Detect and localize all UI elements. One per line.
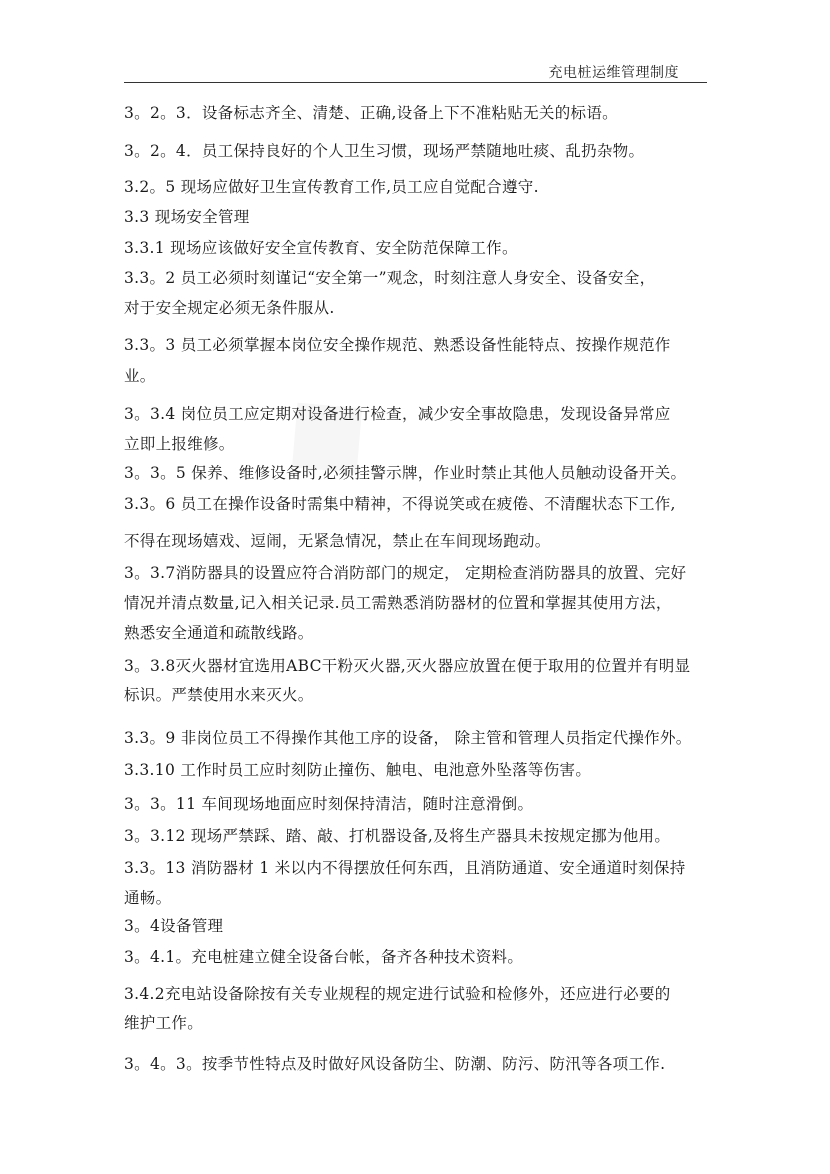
paragraph-line: 3。2。4．员工保持良好的个人卫生习惯，现场严禁随地吐痰、乱扔杂物。	[124, 142, 645, 160]
paragraph-line: 3。4。3。按季节性特点及时做好风设备防尘、防潮、防污、防汛等各项工作.	[124, 1055, 666, 1073]
paragraph-line: 对于安全规定必须无条件服从.	[124, 299, 335, 317]
paragraph-line: 熟悉安全通道和疏散线路。	[124, 624, 314, 642]
paragraph-line: 3。3.12 现场严禁踩、踏、敲、打机器设备,及将生产器具未按规定挪为他用。	[124, 827, 671, 845]
paragraph-line: 3。3.7消防器具的设置应符合消防部门的规定， 定期检查消防器具的放置、完好	[124, 564, 687, 582]
paragraph-line: 3.2。5 现场应做好卫生宣传教育工作,员工应自觉配合遵守.	[124, 178, 539, 196]
paragraph-line: 3.4.2充电站设备除按有关专业规程的规定进行试验和检修外，还应进行必要的	[124, 985, 671, 1003]
paragraph-line: 立即上报维修。	[124, 435, 235, 453]
section-heading: 3。4设备管理	[124, 917, 224, 935]
page-header	[124, 56, 707, 83]
paragraph-line: 维护工作。	[124, 1014, 204, 1032]
paragraph-line: 情况并清点数量,记入相关记录.员工需熟悉消防器材的位置和掌握其使用方法，	[124, 594, 672, 612]
paragraph-line: 3.3。13 消防器材 1 米以内不得摆放任何东西，且消防通道、安全通道时刻保持	[124, 859, 686, 877]
paragraph-line: 3。4.1。充电桩建立健全设备台帐，备齐各种技术资料。	[124, 948, 524, 966]
header-title: 充电桩运维管理制度	[548, 65, 679, 81]
paragraph-line: 3.3。9 非岗位员工不得操作其他工序的设备， 除主管和管理人员指定代操作外。	[124, 729, 692, 747]
paragraph-line: 3.3.1 现场应该做好安全宣传教育、安全防范保障工作。	[124, 239, 518, 257]
paragraph-line: 3.3。3 员工必须掌握本岗位安全操作规范、熟悉设备性能特点、按操作规范作	[124, 336, 671, 354]
paragraph-line: 3。3.4 岗位员工应定期对设备进行检查，减少安全事故隐患，发现设备异常应	[124, 405, 671, 423]
paragraph-line: 3.3。2 员工必须时刻谨记“安全第一”观念，时刻注意人身安全、设备安全，	[124, 269, 656, 287]
paragraph-line: 业。	[124, 367, 156, 385]
paragraph-line: 3。3.8灭火器材宜选用ABC干粉灭火器,灭火器应放置在便于取用的位置并有明显	[124, 657, 691, 675]
section-heading: 3.3 现场安全管理	[124, 208, 250, 226]
paragraph-line: 3。3。11 车间现场地面应时刻保持清洁，随时注意滑倒。	[124, 795, 534, 813]
paragraph-line: 标识。严禁使用水来灭火。	[124, 686, 314, 704]
paragraph-line: 3.3。6 员工在操作设备时需集中精神，不得说笑或在疲倦、不清醒状态下工作,	[124, 495, 676, 513]
paragraph-line: 不得在现场嬉戏、逗闹，无紧急情况，禁止在车间现场跑动。	[124, 532, 551, 550]
paragraph-line: 3.3.10 工作时员工应时刻防止撞伤、触电、电池意外坠落等伤害。	[124, 761, 592, 779]
paragraph-line: 3。2。3．设备标志齐全、清楚、正确,设备上下不准粘贴无关的标语。	[124, 104, 618, 122]
paragraph-line: 通畅。	[124, 889, 172, 907]
paragraph-line: 3。3。5 保养、维修设备时,必须挂警示牌，作业时禁止其他人员触动设备开关。	[124, 464, 687, 482]
